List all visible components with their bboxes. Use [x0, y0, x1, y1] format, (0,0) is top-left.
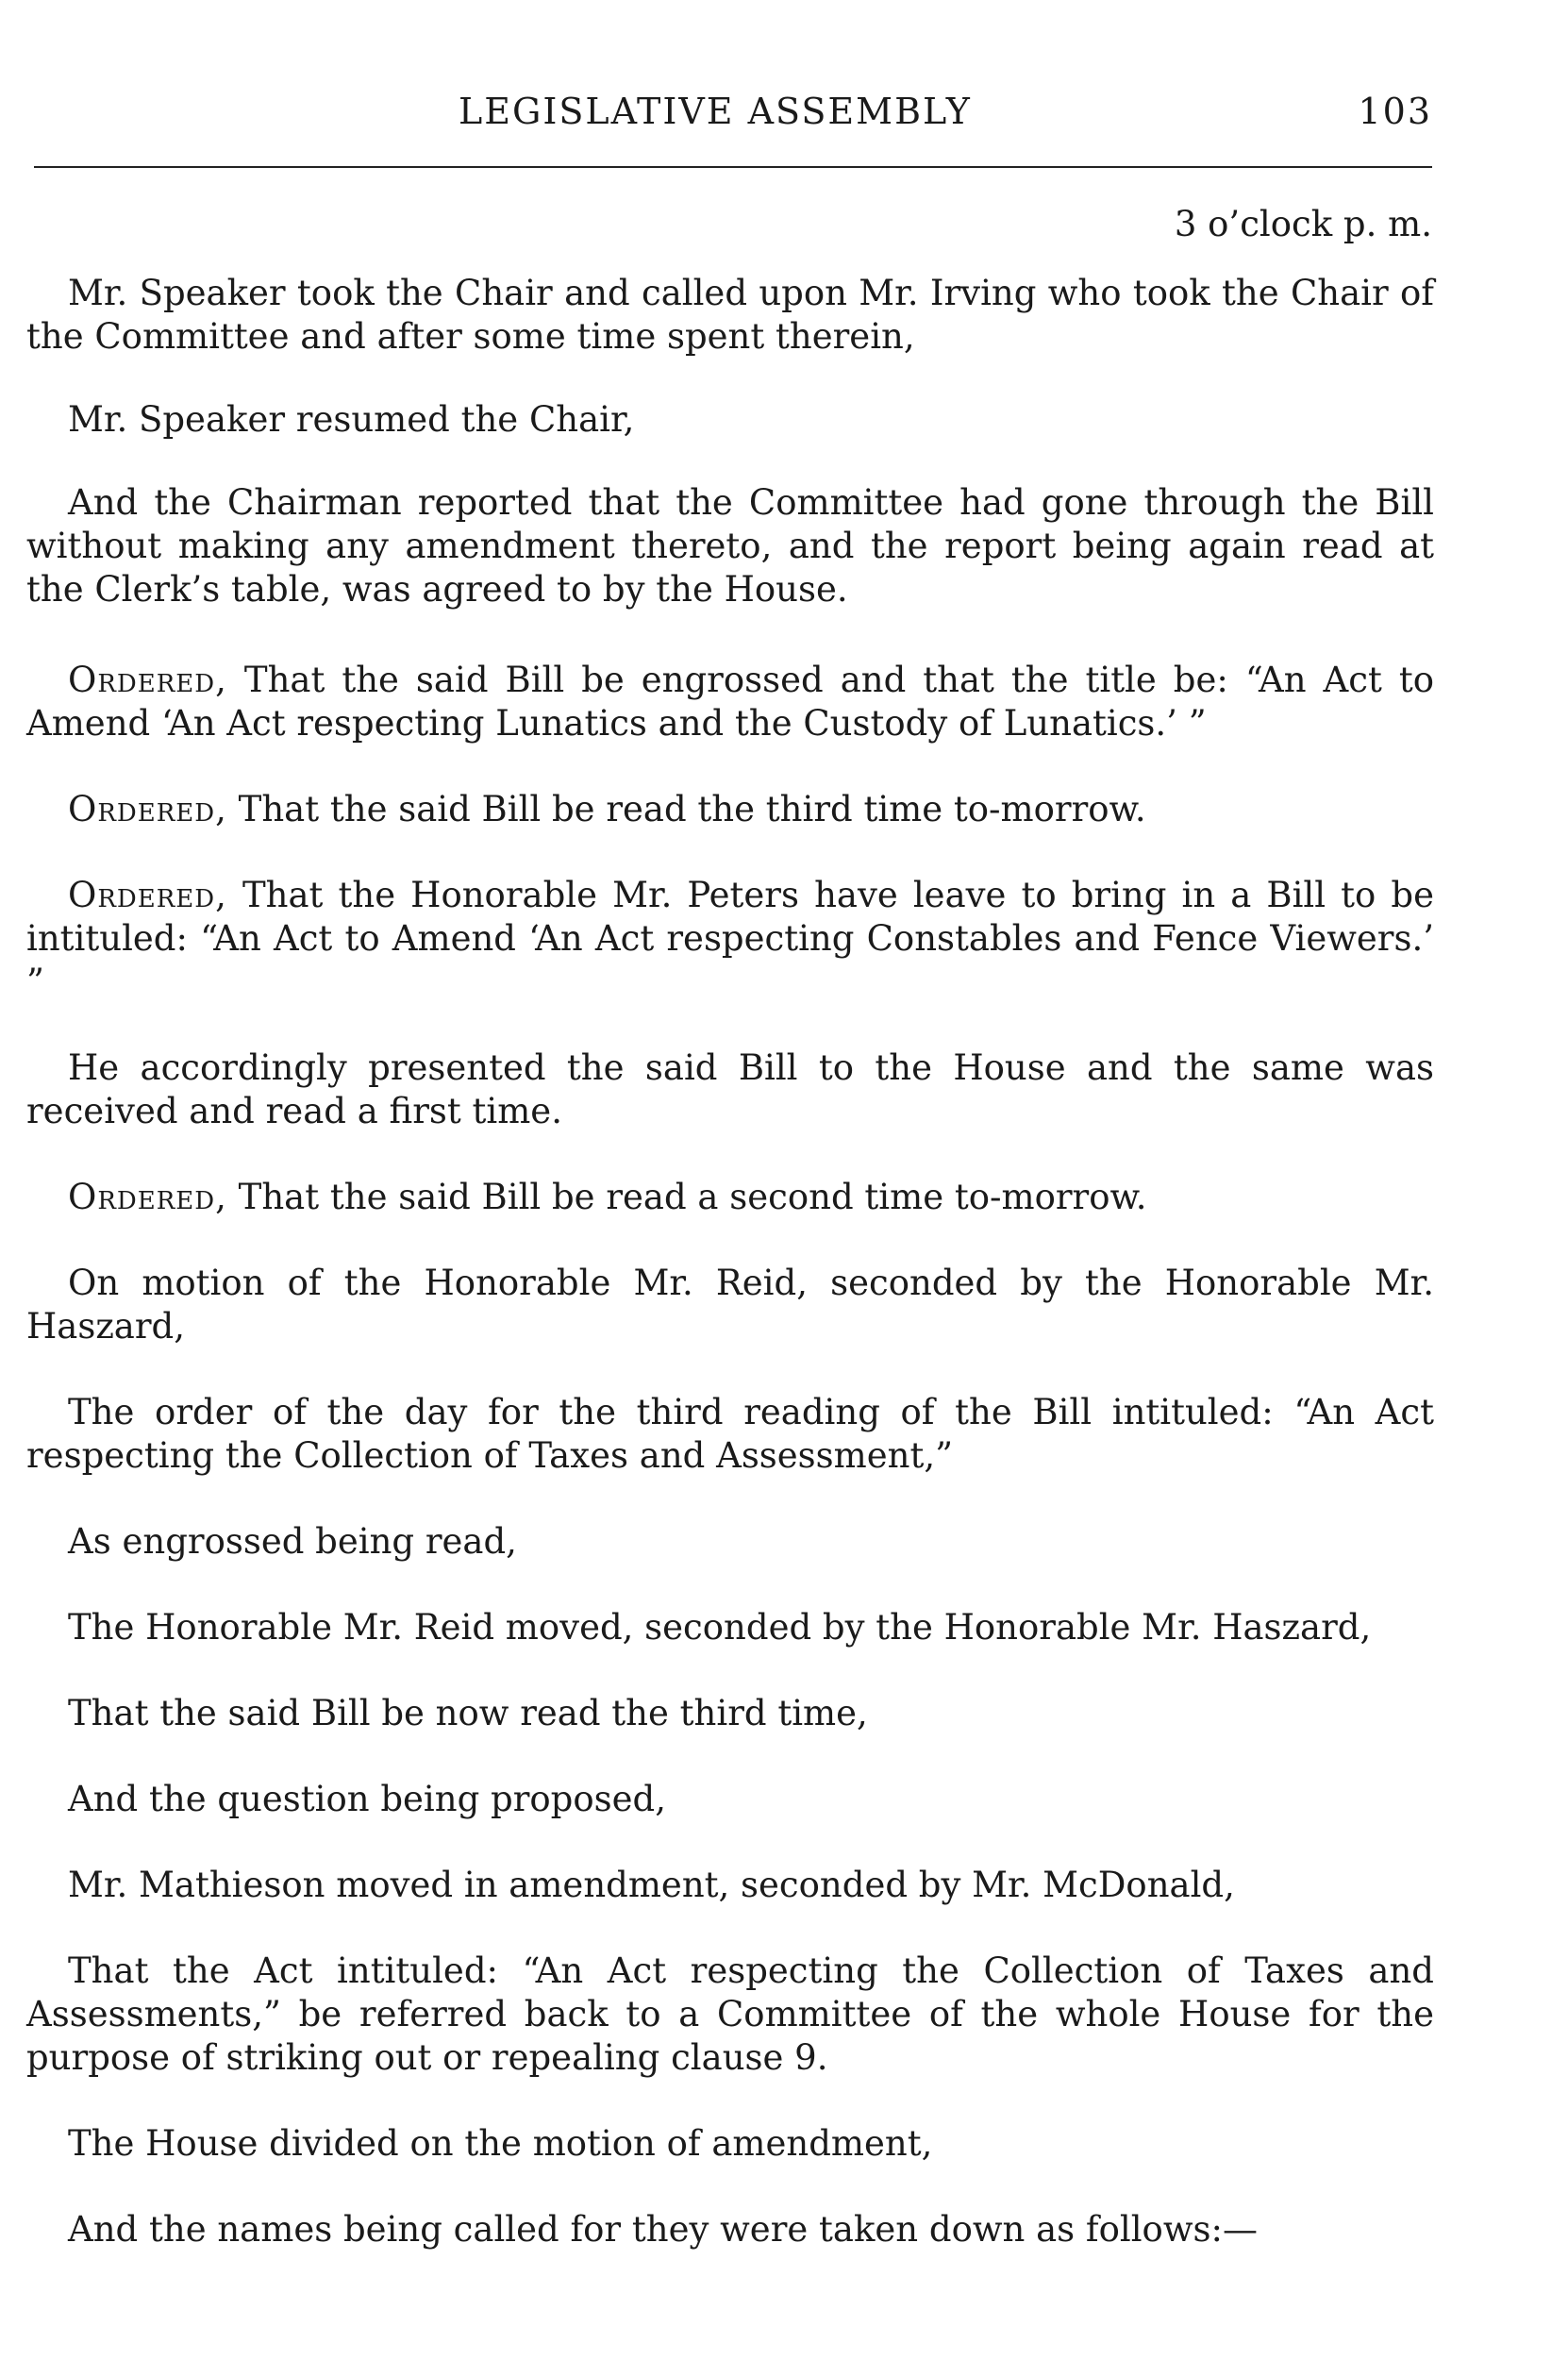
paragraph-text: That the said Bill be now read the third time,	[68, 1693, 868, 1733]
time-note: 3 o’clock p. m.	[1174, 204, 1432, 244]
paragraph-text: He accordingly presented the said Bill to the House and the same was received and read a first time.	[26, 1047, 1434, 1131]
paragraph-text: The House divided on the motion of amendment,	[68, 2123, 933, 2164]
paragraph	[26, 1950, 1434, 2080]
paragraph-text: The Honorable Mr. Reid moved, seconded by the Honorable Mr. Haszard,	[68, 1607, 1372, 1648]
header-title: LEGISLATIVE ASSEMBLY	[459, 91, 972, 132]
paragraph-lead: Ordered,	[68, 660, 227, 700]
paragraph	[26, 2122, 1434, 2166]
paragraph-text: Mr. Speaker took the Chair and called upon Mr. Irving who took the Chair of the Committee and after some time spent therein,	[26, 273, 1434, 357]
paragraph-text: That the Act intituled: “An Act respecting the Collection of Taxes and Assessments,” be referred back to a Committee of the whole House for the purpose of striking out or repealing clause 9.	[26, 1950, 1434, 2078]
paragraph	[26, 481, 1434, 611]
paragraph-lead: Ordered,	[68, 875, 227, 915]
paragraph-text: That the said Bill be read the third time to-morrow.	[226, 789, 1146, 829]
paragraph	[26, 1391, 1434, 1478]
paragraph	[26, 1864, 1434, 1907]
paragraph-lead: Ordered,	[68, 1177, 227, 1217]
paragraph-text: And the Chairman reported that the Committee had gone through the Bill without making any amendment thereto, and the report being again read at the Clerk’s table, was agreed to by the House.	[26, 482, 1434, 610]
paragraph-text: On motion of the Honorable Mr. Reid, seconded by the Honorable Mr. Haszard,	[26, 1263, 1434, 1347]
header-rule	[34, 166, 1432, 168]
paragraph	[26, 1520, 1434, 1564]
paragraph	[26, 1606, 1434, 1649]
paragraph-lead: Ordered,	[68, 789, 227, 829]
paragraph-text: That the said Bill be engrossed and that the title be: “An Act to Amend ‘An Act respecting Lunatics and the Custody of Lunatics.’ ”	[26, 660, 1434, 744]
paragraph	[26, 1176, 1434, 1219]
paragraph-text: And the question being proposed,	[68, 1779, 666, 1819]
paragraph	[26, 1778, 1434, 1821]
paragraph-text: Mr. Speaker resumed the Chair,	[68, 399, 635, 440]
paragraph	[26, 1046, 1434, 1133]
running-header	[34, 91, 1432, 147]
paragraph-text: Mr. Mathieson moved in amendment, seconded by Mr. McDonald,	[68, 1865, 1235, 1905]
paragraph	[26, 1262, 1434, 1348]
paragraph	[26, 272, 1434, 359]
paragraph-text: The order of the day for the third reading of the Bill intituled: “An Act respecting the Collection of Taxes and Assessment,”	[26, 1392, 1434, 1476]
paragraph	[26, 2208, 1434, 2251]
paragraph-text: As engrossed being read,	[68, 1521, 517, 1562]
paragraph	[26, 788, 1434, 831]
body-text	[26, 272, 1434, 2251]
paragraph	[26, 659, 1434, 745]
page-number: 103	[1358, 91, 1432, 132]
paragraph-text: And the names being called for they were taken down as follows:—	[68, 2209, 1258, 2250]
paragraph	[26, 398, 1434, 442]
paragraph	[26, 1692, 1434, 1735]
paragraph-text: That the said Bill be read a second time to-morrow.	[226, 1177, 1147, 1217]
paragraph	[26, 874, 1434, 1004]
paragraph-text: That the Honorable Mr. Peters have leave to bring in a Bill to be intituled: “An Act to Amend ‘An Act respecting Constables and Fence Viewers.’ ”	[26, 875, 1434, 1002]
